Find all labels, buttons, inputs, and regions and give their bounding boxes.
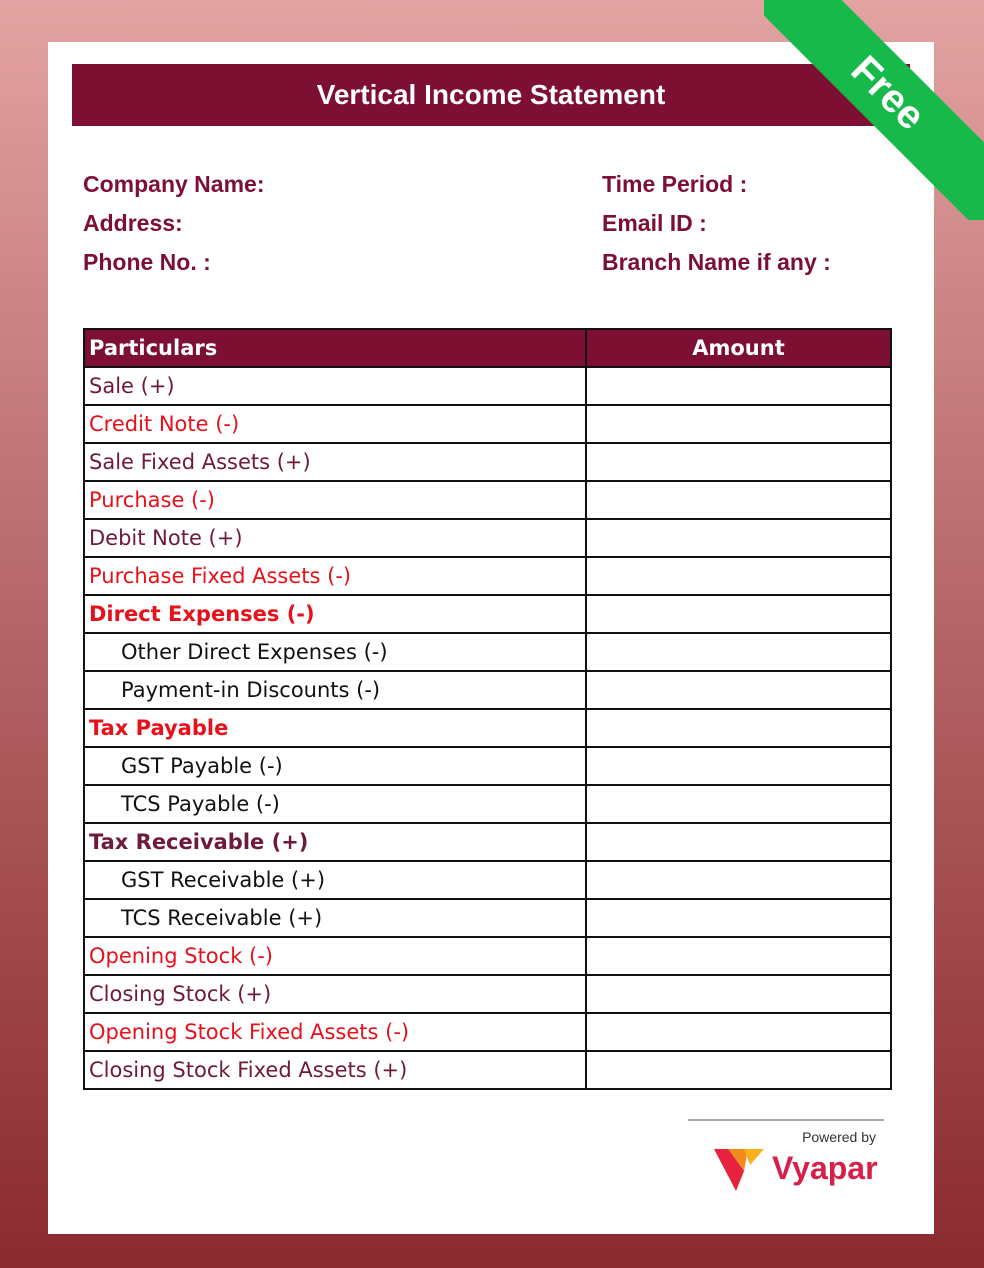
amount-cell[interactable]	[586, 937, 891, 975]
row-label: GST Payable (-)	[84, 747, 586, 785]
row-label: Other Direct Expenses (-)	[84, 633, 586, 671]
table-row	[84, 557, 891, 595]
row-label: Sale Fixed Assets (+)	[84, 443, 586, 481]
amount-cell[interactable]	[586, 709, 891, 747]
powered-by-text: Powered by	[802, 1129, 876, 1145]
amount-cell[interactable]	[586, 405, 891, 443]
table-row	[84, 519, 891, 557]
row-label: Sale (+)	[84, 367, 586, 405]
amount-cell[interactable]	[586, 671, 891, 709]
row-label: Closing Stock Fixed Assets (+)	[84, 1051, 586, 1089]
document-sheet	[48, 42, 934, 1234]
table-row	[84, 823, 891, 861]
table-row	[84, 405, 891, 443]
amount-cell[interactable]	[586, 861, 891, 899]
row-label: Closing Stock (+)	[84, 975, 586, 1013]
amount-cell[interactable]	[586, 557, 891, 595]
table-row	[84, 899, 891, 937]
vyapar-brand	[688, 1145, 884, 1191]
table-row	[84, 1013, 891, 1051]
table-row	[84, 785, 891, 823]
vyapar-logo-icon	[714, 1145, 764, 1191]
email-label: Email ID :	[602, 210, 707, 236]
amount-cell[interactable]	[586, 1013, 891, 1051]
table-row	[84, 595, 891, 633]
company-info	[83, 168, 264, 285]
row-label: Opening Stock Fixed Assets (-)	[84, 1013, 586, 1051]
header-particulars: Particulars	[84, 329, 586, 367]
amount-cell[interactable]	[586, 785, 891, 823]
time-period-label: Time Period :	[602, 171, 748, 197]
table-row	[84, 975, 891, 1013]
table-row	[84, 633, 891, 671]
amount-cell[interactable]	[586, 823, 891, 861]
table-row	[84, 367, 891, 405]
row-label: Tax Payable	[84, 709, 586, 747]
free-ribbon	[764, 0, 984, 220]
company-name-label: Company Name:	[83, 171, 265, 197]
amount-cell[interactable]	[586, 367, 891, 405]
table-row	[84, 443, 891, 481]
row-label: GST Receivable (+)	[84, 861, 586, 899]
amount-cell[interactable]	[586, 519, 891, 557]
amount-cell[interactable]	[586, 633, 891, 671]
header-amount: Amount	[586, 329, 891, 367]
address-label: Address:	[83, 210, 183, 236]
branch-label: Branch Name if any :	[602, 249, 831, 275]
amount-cell[interactable]	[586, 1051, 891, 1089]
footer	[688, 1119, 884, 1191]
phone-label: Phone No. :	[83, 249, 211, 275]
amount-cell[interactable]	[586, 481, 891, 519]
row-label: Purchase (-)	[84, 481, 586, 519]
amount-cell[interactable]	[586, 899, 891, 937]
table-row	[84, 1051, 891, 1089]
row-label: Debit Note (+)	[84, 519, 586, 557]
row-label: Opening Stock (-)	[84, 937, 586, 975]
row-label: Credit Note (-)	[84, 405, 586, 443]
row-label: Purchase Fixed Assets (-)	[84, 557, 586, 595]
amount-cell[interactable]	[586, 975, 891, 1013]
row-label: TCS Payable (-)	[84, 785, 586, 823]
amount-cell[interactable]	[586, 747, 891, 785]
table-header-row	[84, 329, 891, 367]
income-statement-table	[83, 328, 892, 1090]
table-row	[84, 481, 891, 519]
brand-name: Vyapar	[772, 1149, 878, 1186]
table-row	[84, 671, 891, 709]
table-row	[84, 937, 891, 975]
free-ribbon-label: Free	[764, 0, 984, 220]
table-row	[84, 861, 891, 899]
row-label: Payment-in Discounts (-)	[84, 671, 586, 709]
footer-divider	[688, 1119, 884, 1121]
row-label: Tax Receivable (+)	[84, 823, 586, 861]
amount-cell[interactable]	[586, 595, 891, 633]
table-row	[84, 709, 891, 747]
document-title: Vertical Income Statement	[72, 64, 910, 126]
table-row	[84, 747, 891, 785]
row-label: TCS Receivable (+)	[84, 899, 586, 937]
row-label: Direct Expenses (-)	[84, 595, 586, 633]
amount-cell[interactable]	[586, 443, 891, 481]
